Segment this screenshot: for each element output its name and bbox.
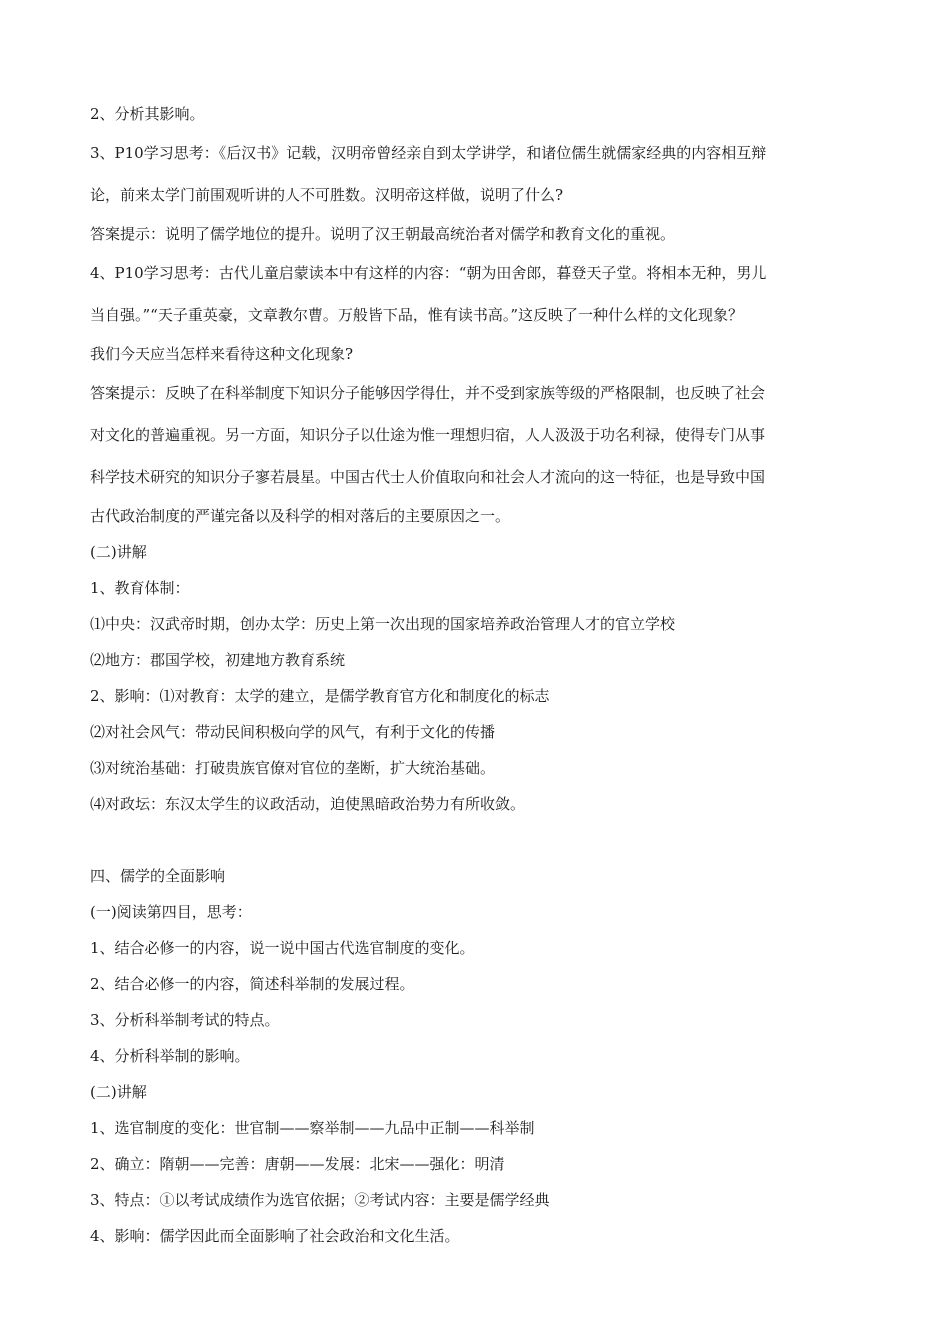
text-line: ⑴中央：汉武帝时期，创办太学：历史上第一次出现的国家培养政治管理人才的官立学校 bbox=[90, 615, 676, 633]
text-line: 古代政治制度的严谨完备以及科学的相对落后的主要原因之一。 bbox=[90, 507, 511, 525]
section-heading: 四、儒学的全面影响 bbox=[90, 867, 226, 885]
text-line: 答案提示：说明了儒学地位的提升。说明了汉王朝最高统治者对儒学和教育文化的重视。 bbox=[90, 225, 676, 243]
text-line: 论，前来太学门前围观听讲的人不可胜数。汉明帝这样做，说明了什么? bbox=[90, 186, 564, 204]
text-line: 当自强。”“天子重英豪，文章教尔曹。万般皆下品，惟有读书高。”这反映了一种什么样的文化现象？ bbox=[90, 306, 744, 324]
section-heading: (二)讲解 bbox=[90, 1083, 147, 1101]
text-line: 2、确立：隋朝——完善：唐朝——发展：北宋——强化：明清 bbox=[90, 1155, 505, 1173]
text-line: 4、分析科举制的影响。 bbox=[90, 1047, 250, 1065]
text-line: 3、特点：①以考试成绩作为选官依据；②考试内容：主要是儒学经典 bbox=[90, 1191, 550, 1209]
text-line: 1、教育体制： bbox=[90, 579, 190, 597]
text-line: 3、分析科举制考试的特点。 bbox=[90, 1011, 280, 1029]
text-line: ⑵对社会风气：带动民间积极向学的风气，有利于文化的传播 bbox=[90, 723, 496, 741]
text-line: ⑵地方：郡国学校，初建地方教育系统 bbox=[90, 651, 346, 669]
text-line: 答案提示：反映了在科举制度下知识分子能够因学得仕，并不受到家族等级的严格限制，也反映了社会 bbox=[90, 384, 766, 402]
document-page bbox=[90, 96, 880, 1254]
text-line: 1、结合必修一的内容，说一说中国古代选官制度的变化。 bbox=[90, 939, 475, 957]
text-line: 2、结合必修一的内容，简述科举制的发展过程。 bbox=[90, 975, 415, 993]
text-line: 对文化的普遍重视。另一方面，知识分子以仕途为惟一理想归宿，人人汲汲于功名利禄，使得专门从事 bbox=[90, 426, 766, 444]
text-line: 2、影响：⑴对教育：太学的建立，是儒学教育官方化和制度化的标志 bbox=[90, 687, 550, 705]
text-line: ⑶对统治基础：打破贵族官僚对官位的垄断，扩大统治基础。 bbox=[90, 759, 496, 777]
text-line: 4、影响：儒学因此而全面影响了社会政治和文化生活。 bbox=[90, 1227, 460, 1245]
text-line: 1、选官制度的变化：世官制——察举制——九品中正制——科举制 bbox=[90, 1119, 535, 1137]
text-line: 3、P10学习思考：《后汉书》记载，汉明帝曾经亲自到太学讲学，和诸位儒生就儒家经典的内容相互辩 bbox=[90, 144, 767, 162]
section-heading: (二)讲解 bbox=[90, 543, 147, 561]
section-heading: (一)阅读第四目，思考： bbox=[90, 903, 252, 921]
text-line: 科学技术研究的知识分子寥若晨星。中国古代士人价值取向和社会人才流向的这一特征，也是导致中国 bbox=[90, 468, 766, 486]
text-line: 我们今天应当怎样来看待这种文化现象? bbox=[90, 345, 354, 363]
text-line: ⑷对政坛：东汉太学生的议政活动，迫使黑暗政治势力有所收敛。 bbox=[90, 795, 526, 813]
text-line: 2、分析其影响。 bbox=[90, 105, 205, 123]
text-line: 4、P10学习思考：古代儿童启蒙读本中有这样的内容：“朝为田舍郎，暮登天子堂。将相本无种，男儿 bbox=[90, 264, 767, 282]
